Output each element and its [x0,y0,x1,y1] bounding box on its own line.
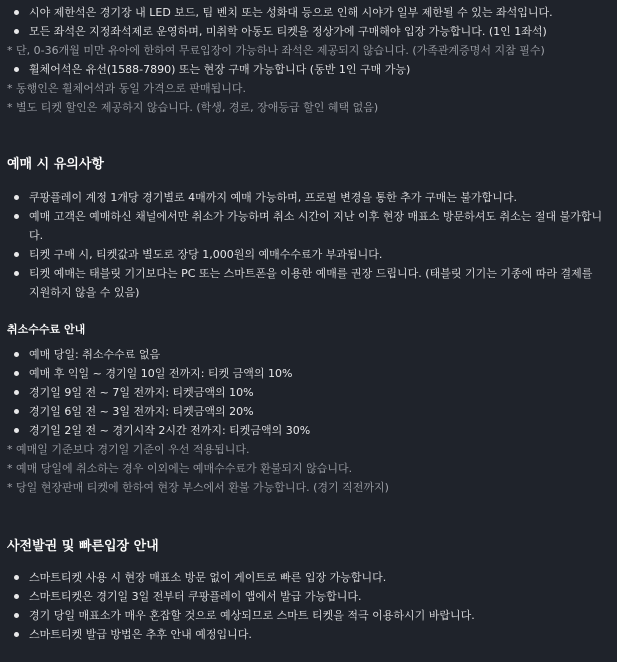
list-item: 예매 후 익일 ~ 경기일 10일 전까지: 티켓 금액의 10% [0,364,617,383]
note-text: * 예매일 기준보다 경기일 기준이 우선 적용됩니다. [7,443,250,456]
list-item: 시야 제한석은 경기장 내 LED 보드, 팀 벤치 또는 성화대 등으로 인해 시야가 일부 제한될 수 있는 좌석입니다. [0,3,617,22]
list-item: 휠체어석은 유선(1588-7890) 또는 현장 구매 가능합니다 (동반 1인 구매 가능) [0,60,617,79]
note-text: * 예매 당일에 취소하는 경우 이외에는 예매수수료가 환불되지 않습니다. [7,462,353,475]
list-item: 스마트티켓은 경기일 3일 전부터 쿠팡플레이 앱에서 발급 가능합니다. [0,587,617,606]
booking-section [0,188,617,302]
note-text: * 당일 현장판매 티켓에 한하여 현장 부스에서 환불 가능합니다. (경기 직전까지) [7,481,389,494]
ticket-issue-list [0,568,617,644]
list-item: 경기일 9일 전 ~ 7일 전까지: 티켓금액의 10% [0,383,617,402]
list-item: 티켓 예매는 태블릿 기기보다는 PC 또는 스마트폰을 이용한 예매를 권장 드립니다. (태블릿 기기는 기종에 따라 결제를 지원하지 않을 수 있음) [0,264,617,302]
list-item: 예매 당일: 취소수수료 없음 [0,345,617,364]
list-item: 쿠팡플레이 계정 1개당 경기별로 4매까지 예매 가능하며, 프로필 변경을 통한 추가 구매는 불가합니다. [0,188,617,207]
ticket-issue-section [0,568,617,644]
section-title-booking: 예매 시 유의사항 [7,157,104,172]
cancel-fee-list [0,345,617,440]
list-item: 스마트티켓 사용 시 현장 매표소 방문 없이 게이트로 빠른 입장 가능합니다. [0,568,617,587]
list-item: 예매 고객은 예매하신 채널에서만 취소가 가능하며 취소 시간이 지난 이후 현장 매표소 방문하셔도 취소는 절대 불가합니다. [0,207,617,245]
note-text: * 단, 0-36개월 미만 유아에 한하여 무료입장이 가능하나 좌석은 제공되지 않습니다. (가족관계증명서 지참 필수) [7,44,545,57]
cancel-fee-section [0,345,617,497]
list-item: 경기일 6일 전 ~ 3일 전까지: 티켓금액의 20% [0,402,617,421]
seat-info-list [0,3,617,41]
section-title-cancel-fee: 취소수수료 안내 [7,323,86,336]
section-title-ticket-issue: 사전발권 및 빠른입장 안내 [7,539,159,554]
list-item: 경기 당일 매표소가 매우 혼잡할 것으로 예상되므로 스마트 티켓을 적극 이용하시기 바랍니다. [0,606,617,625]
list-item: 스마트티켓 발급 방법은 추후 안내 예정입니다. [0,625,617,644]
list-item: 모든 좌석은 지정좌석제로 운영하며, 미취학 아동도 티켓을 정상가에 구매해야 입장 가능합니다. (1인 1좌석) [0,22,617,41]
note-text: * 별도 티켓 할인은 제공하지 않습니다. (학생, 경로, 장애등급 할인 혜택 없음) [7,101,379,114]
note-text: * 동행인은 휠체어석과 동일 가격으로 판매됩니다. [7,82,246,95]
wheelchair-list [0,60,617,79]
list-item: 티켓 구매 시, 티켓값과 별도로 장당 1,000원의 예매수수료가 부과됩니다. [0,245,617,264]
booking-list [0,188,617,302]
seat-info-section [0,3,617,117]
list-item: 경기일 2일 전 ~ 경기시작 2시간 전까지: 티켓금액의 30% [0,421,617,440]
